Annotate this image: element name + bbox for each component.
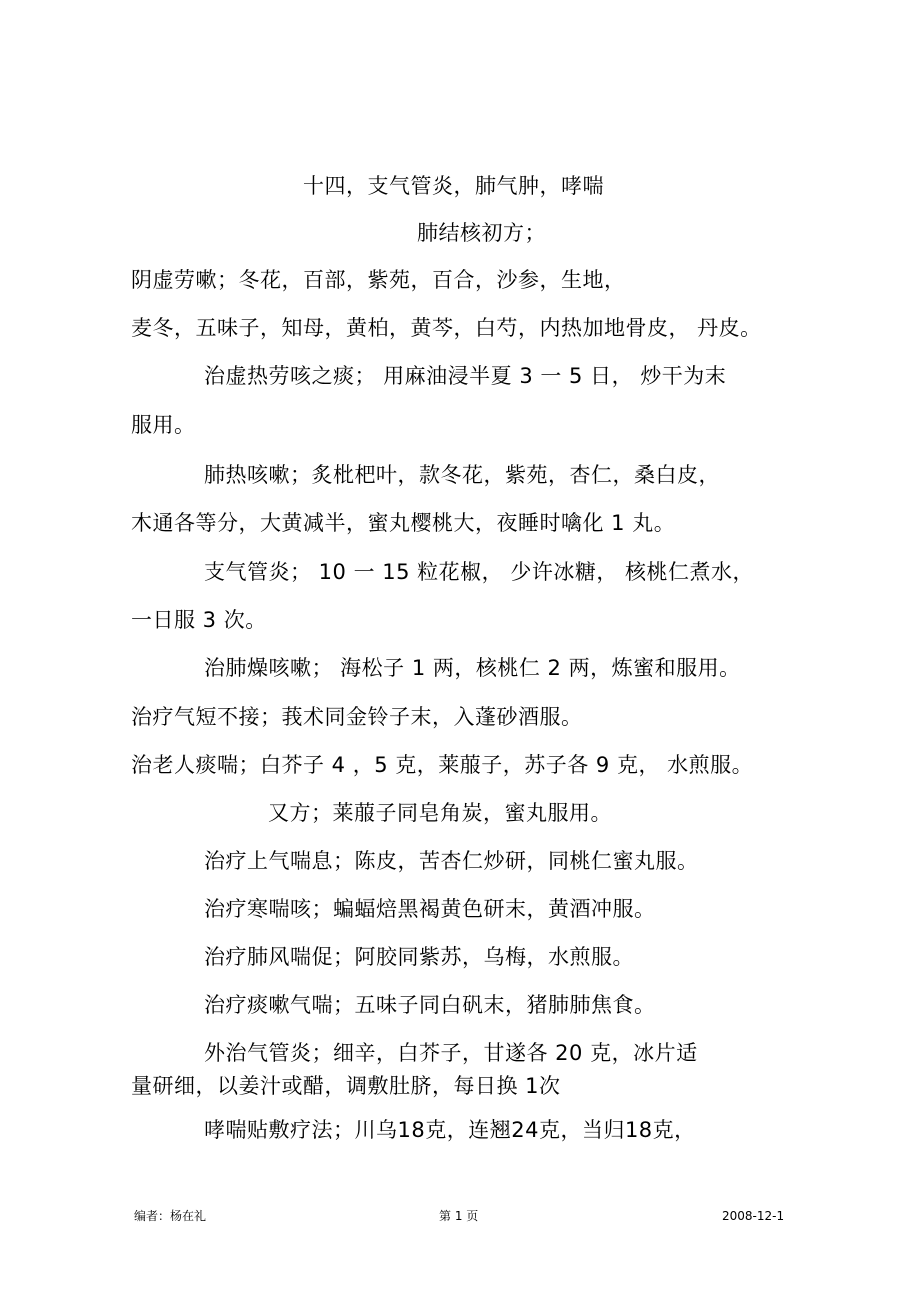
document-subtitle: 肺结核初方；: [417, 221, 546, 245]
footer-editor: 编者：杨在礼: [134, 1209, 207, 1223]
text-line: 支气管炎； 10 一 15 粒花椒， 少许冰糖， 核桃仁煮水，: [204, 560, 754, 584]
text-line: 治疗痰嗽气喘；五味子同白矾末，猪肺肺焦食。: [204, 993, 656, 1017]
text-line: 治疗上气喘息；陈皮，苦杏仁炒研，同桃仁蜜丸服。: [204, 849, 699, 873]
text-line: 阴虚劳嗽；冬花，百部，紫苑，百合，沙参，生地，: [131, 268, 626, 292]
text-line: 量研细，以姜汁或醋，调敷肚脐，每日换 1次: [131, 1074, 561, 1098]
text-line: 又方；莱菔子同皂角炭，蜜丸服用。: [268, 801, 612, 825]
text-line: 木通各等分，大黄减半，蜜丸樱桃大，夜睡时噙化 1 丸。: [131, 511, 676, 535]
text-line: 肺热咳嗽；炙枇杷叶，款冬花，紫苑，杏仁，桑白皮，: [204, 463, 720, 487]
text-line: 一日服 3 次。: [131, 608, 267, 632]
text-line: 麦冬，五味子，知母，黄柏，黄芩，白芍，内热加地骨皮， 丹皮。: [131, 316, 762, 340]
text-line: 服用。: [131, 413, 196, 437]
document-title: 十四，支气管炎，肺气肿，哮喘: [303, 174, 604, 198]
footer-page-number: 第 1 页: [439, 1209, 479, 1223]
text-line: 外治气管炎；细辛，白芥子，甘遂各 20 克，冰片适: [204, 1041, 698, 1065]
text-line: 治老人痰喘；白芥子 4 ，5 克，莱菔子，苏子各 9 克， 水煎服。: [131, 753, 754, 777]
text-line: 治疗寒喘咳；蝙蝠焙黑褐黄色研末，黄酒冲服。: [204, 897, 656, 921]
footer-date: 2008-12-1: [722, 1209, 785, 1223]
text-line: 哮喘贴敷疗法；川乌18克，连翘24克，当归18克，: [204, 1118, 696, 1142]
text-line: 治疗肺风喘促；阿胶同紫苏，乌梅，水煎服。: [204, 945, 634, 969]
text-line: 治疗气短不接；莪术同金铃子末，入蓬砂酒服。: [131, 705, 583, 729]
text-line: 治虚热劳咳之痰； 用麻油浸半夏 3 一 5 日， 炒干为末: [204, 364, 727, 388]
text-line: 治肺燥咳嗽； 海松子 1 两，核桃仁 2 两，炼蜜和服用。: [204, 656, 741, 680]
